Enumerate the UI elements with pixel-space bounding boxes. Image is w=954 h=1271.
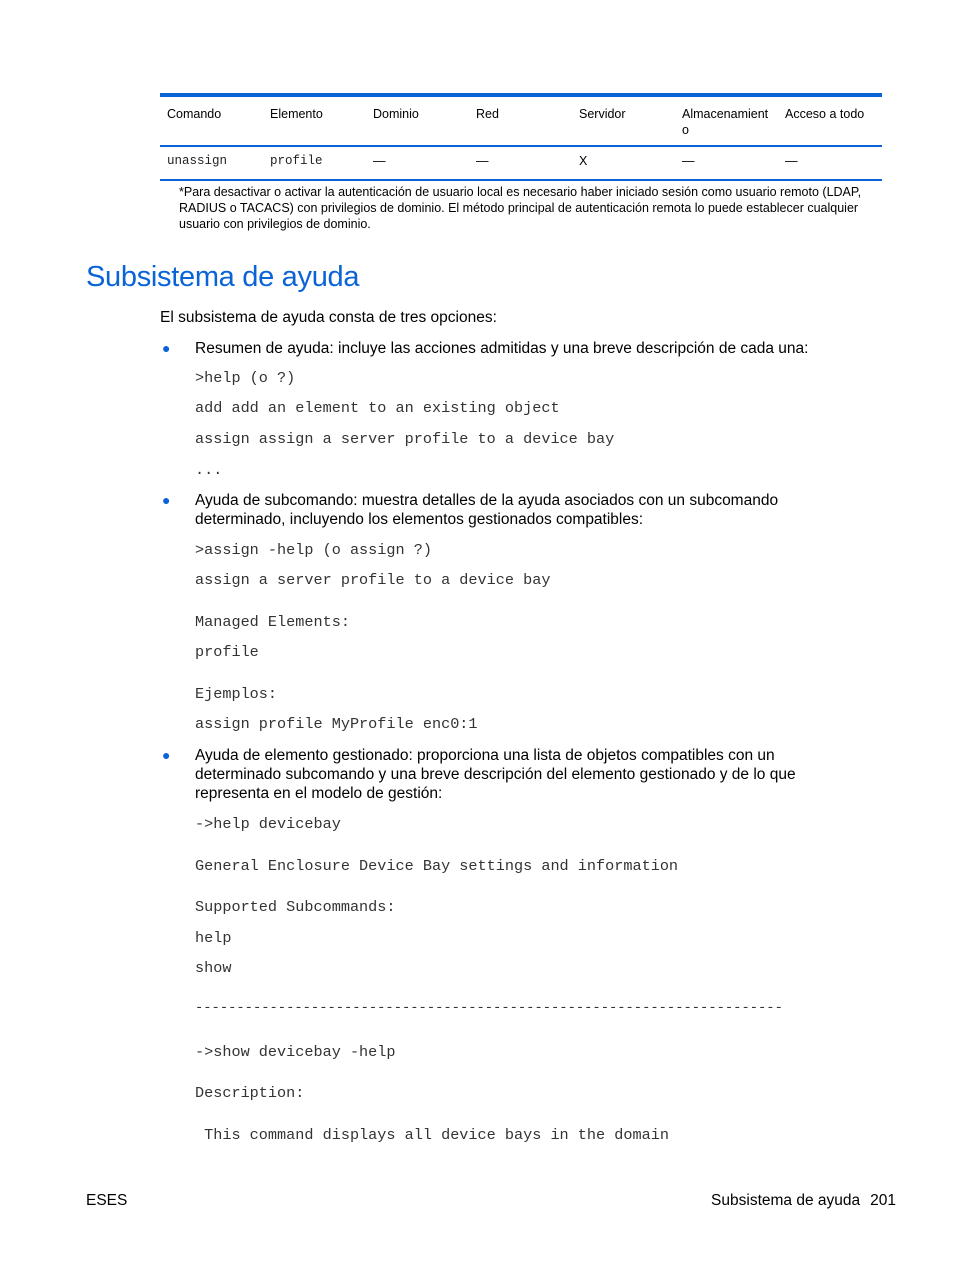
bullet-text: : incluye las acciones admitidas y una breve descripción de cada una: (329, 340, 809, 357)
code-line: show (195, 959, 232, 977)
bullet-text: : muestra detalles de la ayuda asociados con un subcomando determinado, incluyendo los elementos gestionados compatibles: (195, 492, 779, 528)
code-line: Ejemplos: (195, 685, 278, 703)
bullet-icon: ● (162, 492, 171, 508)
table-cell: — (476, 154, 489, 168)
table-cell: X (579, 154, 588, 168)
table-cell: — (373, 154, 386, 168)
header-cell: Red (476, 107, 499, 121)
header-cell: Servidor (579, 107, 626, 121)
page-number: 201 (870, 1192, 896, 1209)
bullet-term: Ayuda de elemento gestionado (195, 747, 409, 764)
command-table (160, 93, 882, 232)
header-cell: Dominio (373, 107, 419, 121)
code-line: ... (195, 461, 223, 479)
code-separator-line: ----------------------------------------------------------------------- (195, 1001, 783, 1016)
section-title: Subsistema de ayuda (86, 261, 360, 293)
code-line: ->help devicebay (195, 815, 341, 833)
header-cell: Almacenamient o (682, 107, 769, 137)
code-line: >help (o ?) (195, 369, 296, 387)
code-line: assign profile MyProfile enc0:1 (195, 715, 478, 733)
table-cell: profile (270, 154, 323, 168)
code-line: General Enclosure Device Bay settings and information (195, 857, 679, 875)
table-row (160, 147, 882, 179)
bullet-text: : proporciona una lista de objetos compatibles con un determinado subcomando y una breve descripción del elemento gestionado y de lo que representa en el modelo de gestión: (195, 747, 796, 802)
table-cell: — (785, 154, 798, 168)
bullet-term: Resumen de ayuda (195, 340, 330, 357)
bullet-item (195, 339, 875, 358)
footer-section: Subsistema de ayuda (711, 1192, 861, 1209)
bullet-icon: ● (162, 340, 171, 356)
intro-text: El subsistema de ayuda consta de tres opciones: (160, 309, 497, 326)
table-bottom-rule (160, 179, 882, 181)
table-header-row (160, 97, 882, 145)
bullet-icon: ● (162, 747, 171, 763)
code-line: >assign -help (o assign ?) (195, 541, 432, 559)
footer-right (711, 1192, 896, 1210)
code-line: profile (195, 643, 259, 661)
bullet-item (195, 746, 835, 803)
footer-left: ESES (86, 1192, 128, 1209)
code-line: Supported Subcommands: (195, 898, 396, 916)
header-cell: Comando (167, 107, 222, 121)
table-cell: unassign (167, 154, 228, 168)
code-line: ->show devicebay -help (195, 1043, 396, 1061)
table-footnote: *Para desactivar o activar la autenticación de usuario local es necesario haber iniciado sesión como usuario remoto (LDAP, RADIUS o TACACS) con privilegios de dominio. El método principal de autenticación remota lo puede establecer cualquier usuario con privilegios de dominio. (179, 185, 862, 231)
code-line: help (195, 929, 232, 947)
table-cell: — (682, 154, 695, 168)
code-line: This command displays all device bays in the domain (195, 1126, 669, 1144)
header-cell: Elemento (270, 107, 323, 121)
code-line: add add an element to an existing object (195, 399, 560, 417)
bullet-item (195, 491, 835, 529)
bullet-term: Ayuda de subcomando (195, 492, 354, 509)
code-line: assign a server profile to a device bay (195, 571, 551, 589)
code-line: Description: (195, 1084, 305, 1102)
code-line: Managed Elements: (195, 613, 350, 631)
header-cell: Acceso a todo (785, 107, 865, 121)
code-line: assign assign a server profile to a device bay (195, 430, 615, 448)
